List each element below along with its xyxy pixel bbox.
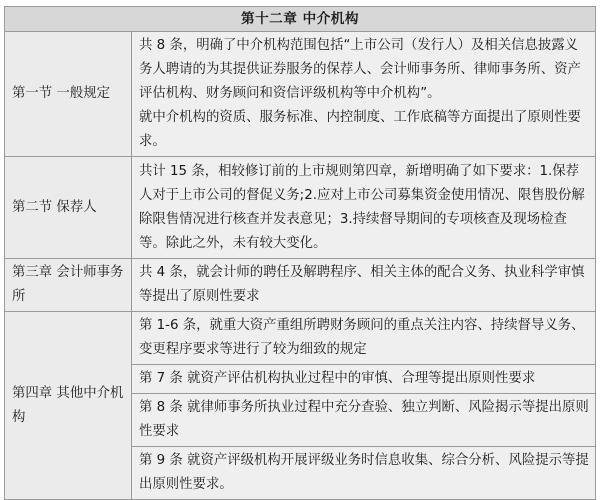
- section-name: 第三章 会计师事务所: [5, 259, 132, 312]
- section-content: [132, 259, 596, 312]
- section-name: 第二节 保荐人: [5, 157, 132, 259]
- regulation-summary-document: [4, 6, 596, 492]
- content-paragraph: 共计 15 条，相较修订前的上市规则第四章，新增明确了如下要求：1.保荐人对于上市公司的督促义务;2.应对上市公司募集资金使用情况、限售股份解除限售情况进行核查并发表意见；3.持续督导期间的专项核查及现场检查等。除此之外，未有较大变化。: [139, 163, 585, 251]
- sub-item: 第 7 条 就资产评估机构执业过程中的审慎、合理等提出原则性要求: [132, 365, 596, 394]
- table-row: [5, 32, 596, 157]
- table-row: [5, 312, 596, 365]
- content-paragraph: 共 4 条，就会计师的聘任及解聘程序、相关主体的配合义务、执业科学审慎等提出了原则性要求: [139, 265, 585, 304]
- section-content: [132, 157, 596, 259]
- section-name: 第四章 其他中介机构: [5, 312, 132, 500]
- table-row: [5, 157, 596, 259]
- content-paragraph: 就中介机构的资质、服务标准、内控制度、工作底稿等方面提出了原则性要求。: [139, 110, 581, 149]
- table-row: [5, 259, 596, 312]
- table-title: 第十二章 中介机构: [5, 7, 596, 32]
- content-paragraph: 共 8 条，明确了中介机构范围包括“上市公司（发行人）及相关信息披露义务人聘请的为其提供证券服务的保荐人、会计师事务所、律师事务所、资产评估机构、财务顾问和资信评级机构等中介机构”。: [139, 38, 581, 101]
- sub-item: 第 8 条 就律师事务所执业过程中充分查验、独立判断、风险揭示等提出原则性要求: [132, 394, 596, 447]
- table-title-row: [5, 7, 596, 32]
- chapter-summary-table: [4, 6, 596, 500]
- sub-item: 第 9 条 就资产评级机构开展评级业务时信息收集、综合分析、风险提示等提出原则性要求。: [132, 447, 596, 500]
- section-content: [132, 32, 596, 157]
- section-name: 第一节 一般规定: [5, 32, 132, 157]
- sub-item: 第 1-6 条，就重大资产重组所聘财务顾问的重点关注内容、持续督导义务、变更程序要求等进行了较为细致的规定: [132, 312, 596, 365]
